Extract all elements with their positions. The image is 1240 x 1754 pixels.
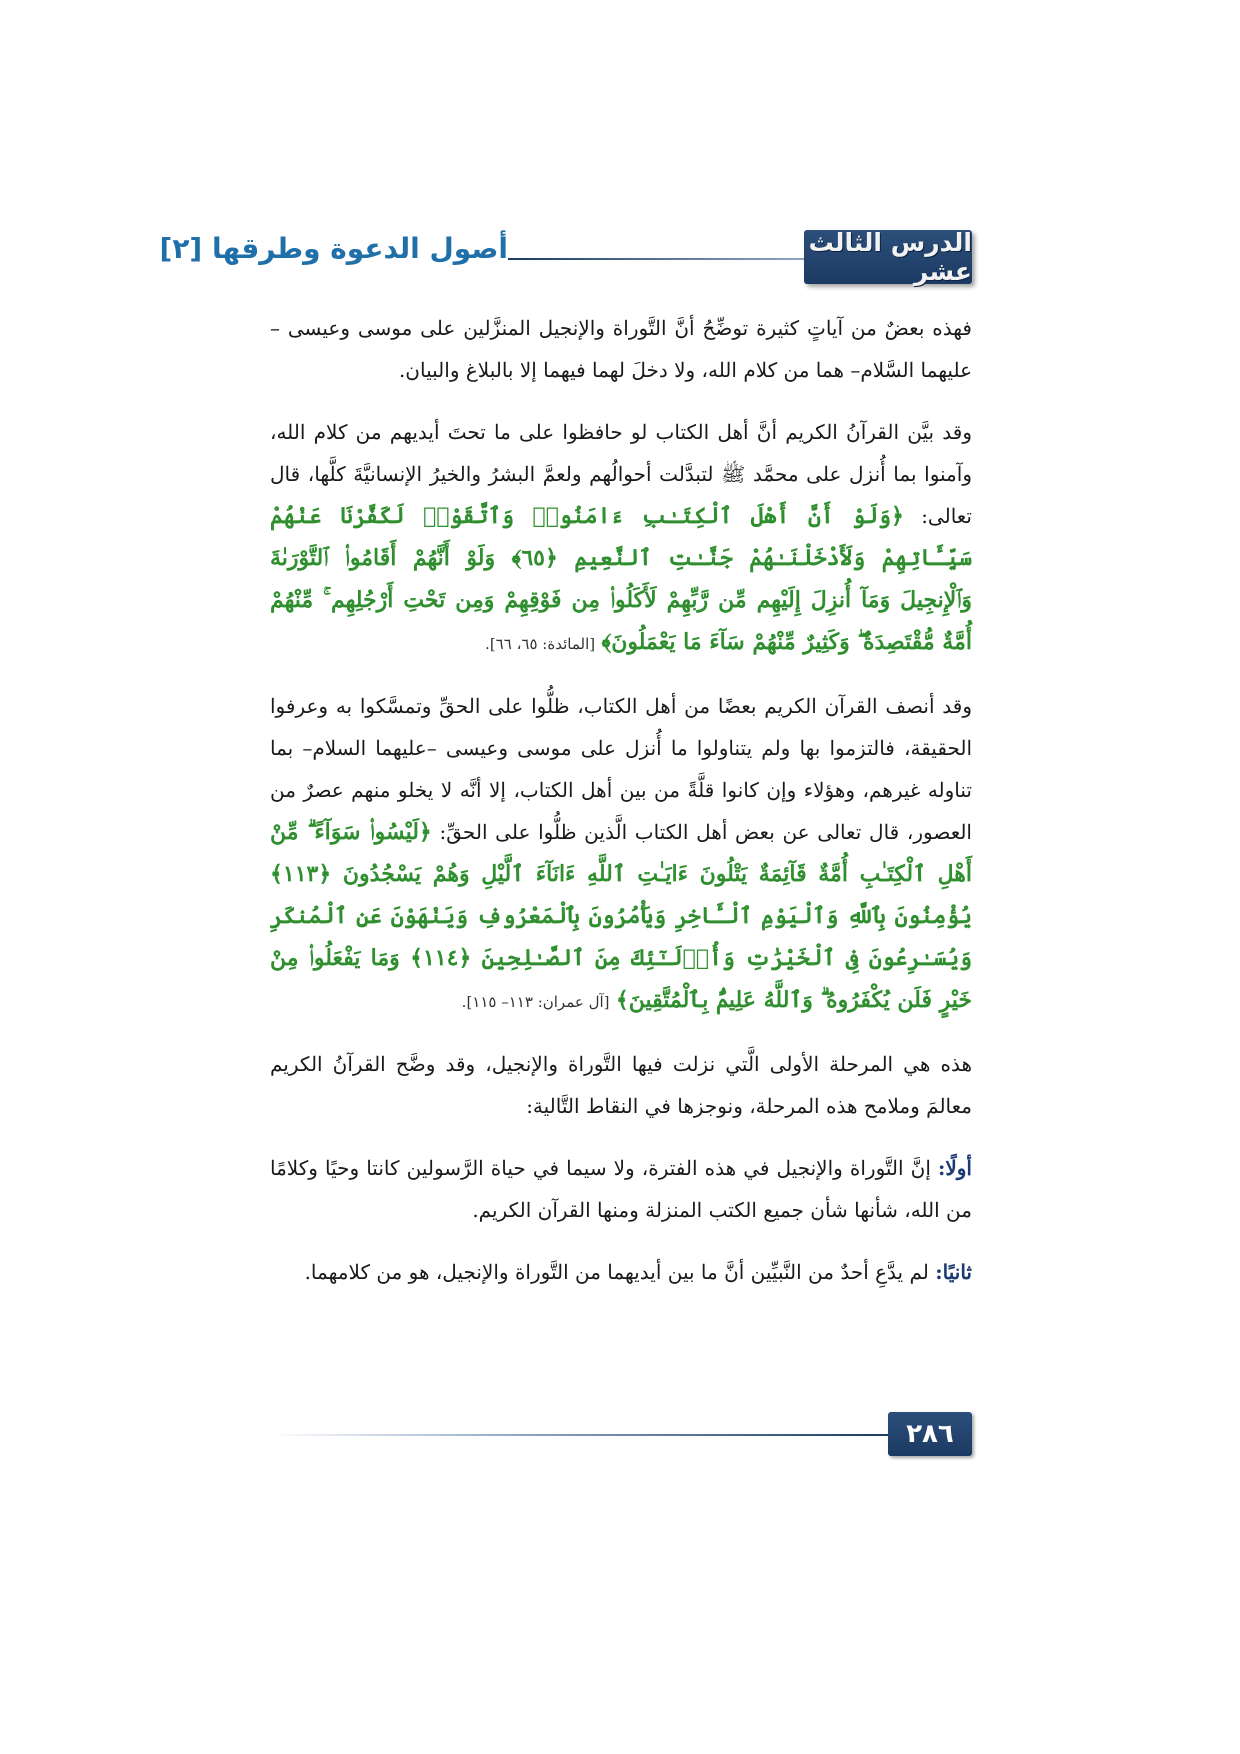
- point-text: لم يدَّعِ أحدٌ من النَّبيِّين أنَّ ما بين أيديهما من التَّوراة والإنجيل، هو من كلامهما.: [304, 1260, 929, 1284]
- verse-reference: [المائدة: ٦٥، ٦٦].: [485, 635, 596, 653]
- lesson-label: الدرس الثالث عشر: [808, 228, 972, 286]
- lesson-badge: [804, 230, 972, 284]
- paragraph-1: [270, 307, 972, 391]
- paragraph-text: وقد بيَّن القرآنُ الكريم أنَّ أهل الكتاب لو حافظوا على ما تحتَ أيديهم من كلام الله، وآمنوا بما أُنزل على محمَّد ﷺ لتبدَّلت أحوالُهم ولعمَّ البشرُ والخيرُ الإنسانيَّةَ كلَّها، قال تعالى:: [270, 420, 972, 528]
- quran-verse: ﴿لَيْسُوا۟ سَوَآءً ۗ مِّنْ أَهْلِ ٱلْكِتَـٰبِ أُمَّةٌ قَآئِمَةٌ يَتْلُونَ ءَايَـٰتِ ٱللَّهِ ءَانَآءَ ٱلَّيْلِ وَهُمْ يَسْجُدُونَ ﴿١١٣﴾ يُؤْمِنُونَ بِٱللَّهِ وَٱلْيَوْمِ ٱلْـَٔاخِرِ وَيَأْمُرُونَ بِٱلْمَعْرُوفِ وَيَنْهَوْنَ عَنِ ٱلْمُنكَرِ وَيُسَـٰرِعُونَ فِى ٱلْخَيْرَٰتِ وَأُو۟لَـٰٓئِكَ مِنَ ٱلصَّـٰلِحِينَ ﴿١١٤﴾ وَمَا يَفْعَلُوا۟ مِنْ خَيْرٍ فَلَن يُكْفَرُوهُ ۗ وَٱللَّهُ عَلِيمٌۢ بِٱلْمُتَّقِينَ﴾: [270, 819, 973, 1013]
- point-text: إنَّ التَّوراة والإنجيل في هذه الفترة، ولا سيما في حياة الرَّسولين كانتا وحيًا وكلامًا من الله، شأنها شأن جميع الكتب المنزلة ومنها القرآن الكريم.: [270, 1156, 972, 1222]
- page-number-badge: [888, 1412, 972, 1456]
- point-label: أولًا:: [937, 1156, 972, 1180]
- page-header: [159, 228, 972, 288]
- quran-verse: ﴿وَلَوْ أَنَّ أَهْلَ ٱلْكِتَـٰبِ ءَامَنُوا۟ وَٱتَّقَوْا۟ لَكَفَّرْنَا عَنْهُمْ سَيِّـَٔاتِهِمْ وَلَأَدْخَلْنَـٰهُمْ جَنَّـٰتِ ٱلنَّعِيمِ ﴿٦٥﴾ وَلَوْ أَنَّهُمْ أَقَامُوا۟ ٱلتَّوْرَىٰةَ وَٱلْإِنجِيلَ وَمَآ أُنزِلَ إِلَيْهِم مِّن رَّبِّهِمْ لَأَكَلُوا۟ مِن فَوْقِهِمْ وَمِن تَحْتِ أَرْجُلِهِم ۚ مِّنْهُمْ أُمَّةٌ مُّقْتَصِدَةٌ ۖ وَكَثِيرٌ مِّنْهُمْ سَآءَ مَا يَعْمَلُونَ﴾: [270, 503, 972, 655]
- footer-divider: [270, 1434, 890, 1436]
- page-number: ٢٨٦: [906, 1419, 954, 1449]
- point-first: [270, 1147, 972, 1231]
- header-divider: [508, 258, 804, 260]
- book-title: أصول الدعوة وطرقها [٢]: [159, 232, 508, 265]
- point-label: ثانيًا:: [935, 1260, 972, 1284]
- paragraph-4: [270, 1043, 972, 1127]
- verse-reference: [آل عمران: ١١٣– ١١٥].: [461, 993, 610, 1011]
- paragraph-2: [270, 411, 972, 665]
- paragraph-text: فهذه بعضٌ من آياتٍ كثيرة توضِّحُ أنَّ التَّوراة والإنجيل المنزَّلين على موسى وعيسى –عليهما السَّلام– هما من كلام الله، ولا دخلَ لهما فيهما إلا بالبلاغ والبيان.: [270, 316, 972, 382]
- paragraph-text: وقد أنصف القرآن الكريم بعضًا من أهل الكتاب، ظلُّوا على الحقِّ وتمسَّكوا به وعرفوا الحقيقة، فالتزموا بها ولم يتناولوا ما أُنزل على موسى وعيسى –عليهما السلام– بما تناوله غيرهم، وهؤلاء وإن كانوا قلَّةً من بين أهل الكتاب، إلا أنَّه لا يخلو منهم عصرٌ من العصور، قال تعالى عن بعض أهل الكتاب الَّذين ظلُّوا على الحقِّ:: [270, 694, 972, 844]
- page-body: [270, 307, 972, 1313]
- paragraph-3: [270, 685, 972, 1023]
- point-second: [270, 1251, 972, 1293]
- paragraph-text: هذه هي المرحلة الأولى الَّتي نزلت فيها التَّوراة والإنجيل، وقد وضَّح القرآنُ الكريم معالمَ وملامح هذه المرحلة، ونوجزها في النقاط التَّالية:: [270, 1052, 972, 1118]
